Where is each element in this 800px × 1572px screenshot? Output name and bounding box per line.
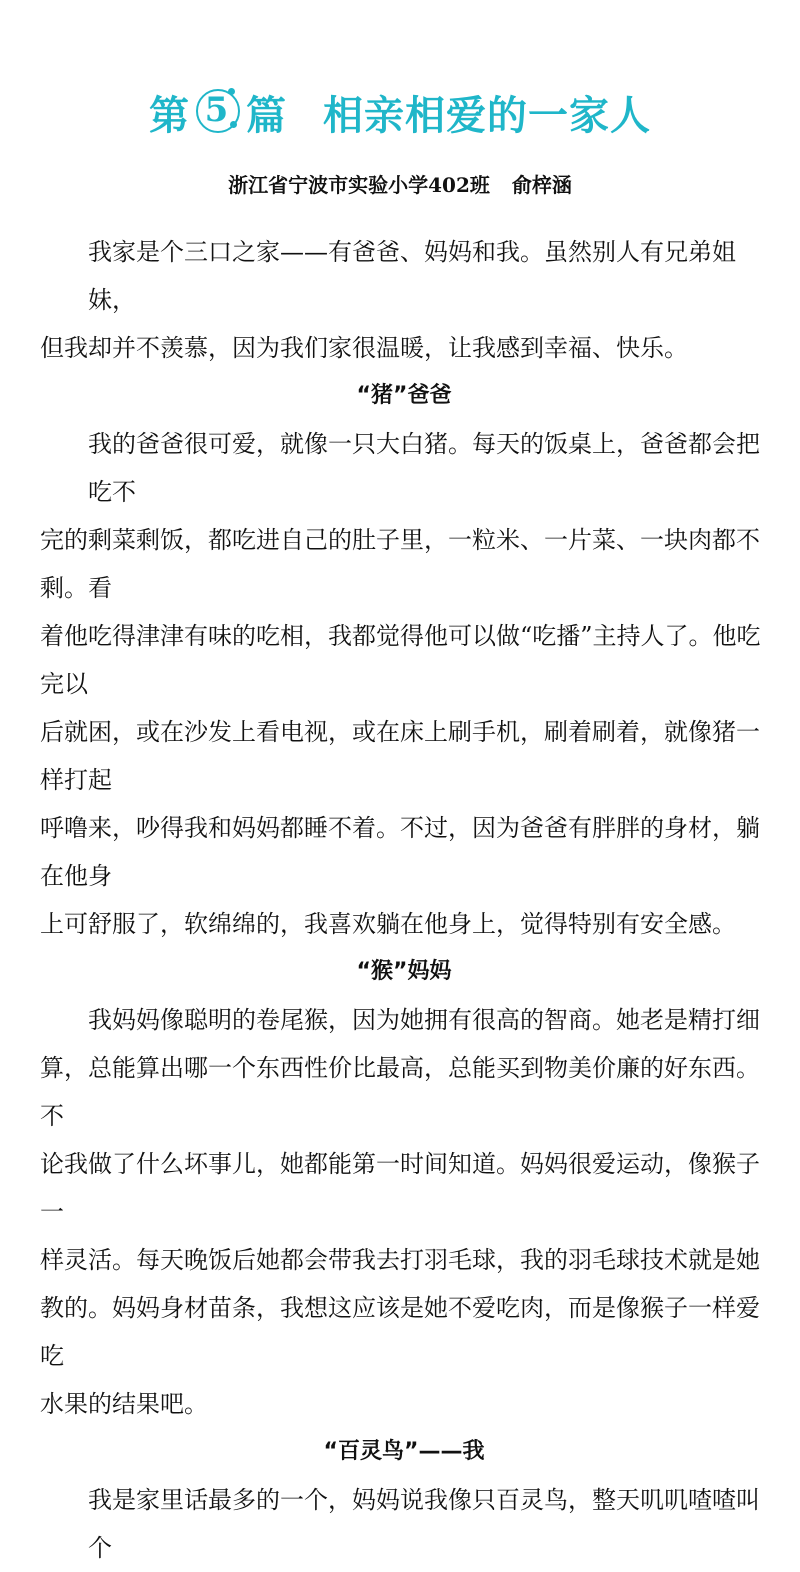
author-name: 俞梓涵 — [511, 173, 572, 197]
title-text: 相亲相爱的一家人 — [323, 93, 651, 139]
article-body — [40, 228, 768, 1572]
paragraph-line: 我是家里话最多的一个，妈妈说我像只百灵鸟，整天叽叽喳喳叫个 — [88, 1486, 760, 1562]
paragraph-line: 但我却并不羡慕，因为我们家很温暖，让我感到幸福、快乐。 — [40, 334, 688, 362]
paragraph-line: 呼噜来，吵得我和妈妈都睡不着。不过，因为爸爸有胖胖的身材，躺在他身 — [40, 814, 760, 890]
title-prefix: 第 — [149, 93, 190, 139]
author-school: 浙江省宁波市实验小学402班 — [228, 173, 490, 197]
paragraph-line: 完的剩菜剩饭，都吃进自己的肚子里，一粒米、一片菜、一块肉都不剩。看 — [40, 526, 760, 602]
paragraph-line: 着他吃得津津有味的吃相，我都觉得他可以做“吃播”主持人了。他吃完以 — [40, 622, 761, 698]
intro-paragraph — [40, 228, 768, 372]
section-heading: “百灵鸟”——我 — [323, 1439, 485, 1464]
paragraph-line: 我的爸爸很可爱，就像一只大白猪。每天的饭桌上，爸爸都会把吃不 — [88, 430, 760, 506]
paragraph-line: 算，总能算出哪一个东西性价比最高，总能买到物美价廉的好东西。不 — [40, 1054, 760, 1130]
article-number-badge — [194, 87, 242, 135]
section-heading: “猴”妈妈 — [356, 959, 452, 984]
paragraph-line: 论我做了什么坏事儿，她都能第一时间知道。妈妈很爱运动，像猴子一 — [40, 1150, 760, 1226]
paragraph-line: 样灵活。每天晚饭后她都会带我去打羽毛球，我的羽毛球技术就是她 — [40, 1246, 760, 1274]
author-line — [0, 170, 800, 200]
title-suffix: 篇 — [246, 93, 287, 139]
section-paragraph — [88, 1476, 768, 1572]
paragraph-line: 我妈妈像聪明的卷尾猴，因为她拥有很高的智商。她老是精打细 — [88, 1006, 760, 1034]
article-number: 5 — [204, 90, 230, 130]
article-title — [0, 86, 800, 146]
paragraph-line: 我家是个三口之家——有爸爸、妈妈和我。虽然别人有兄弟姐妹， — [88, 238, 736, 314]
section-paragraph — [40, 420, 768, 948]
section-paragraph — [40, 996, 768, 1428]
paragraph-line: 水果的结果吧。 — [40, 1390, 208, 1418]
paragraph-line: 教的。妈妈身材苗条，我想这应该是她不爱吃肉，而是像猴子一样爱吃 — [40, 1294, 760, 1370]
paragraph-line: 后就困，或在沙发上看电视，或在床上刷手机，刷着刷着，就像猪一样打起 — [40, 718, 760, 794]
paragraph-line: 上可舒服了，软绵绵的，我喜欢躺在他身上，觉得特别有安全感。 — [40, 910, 736, 938]
section-heading: “猪”爸爸 — [356, 383, 452, 408]
